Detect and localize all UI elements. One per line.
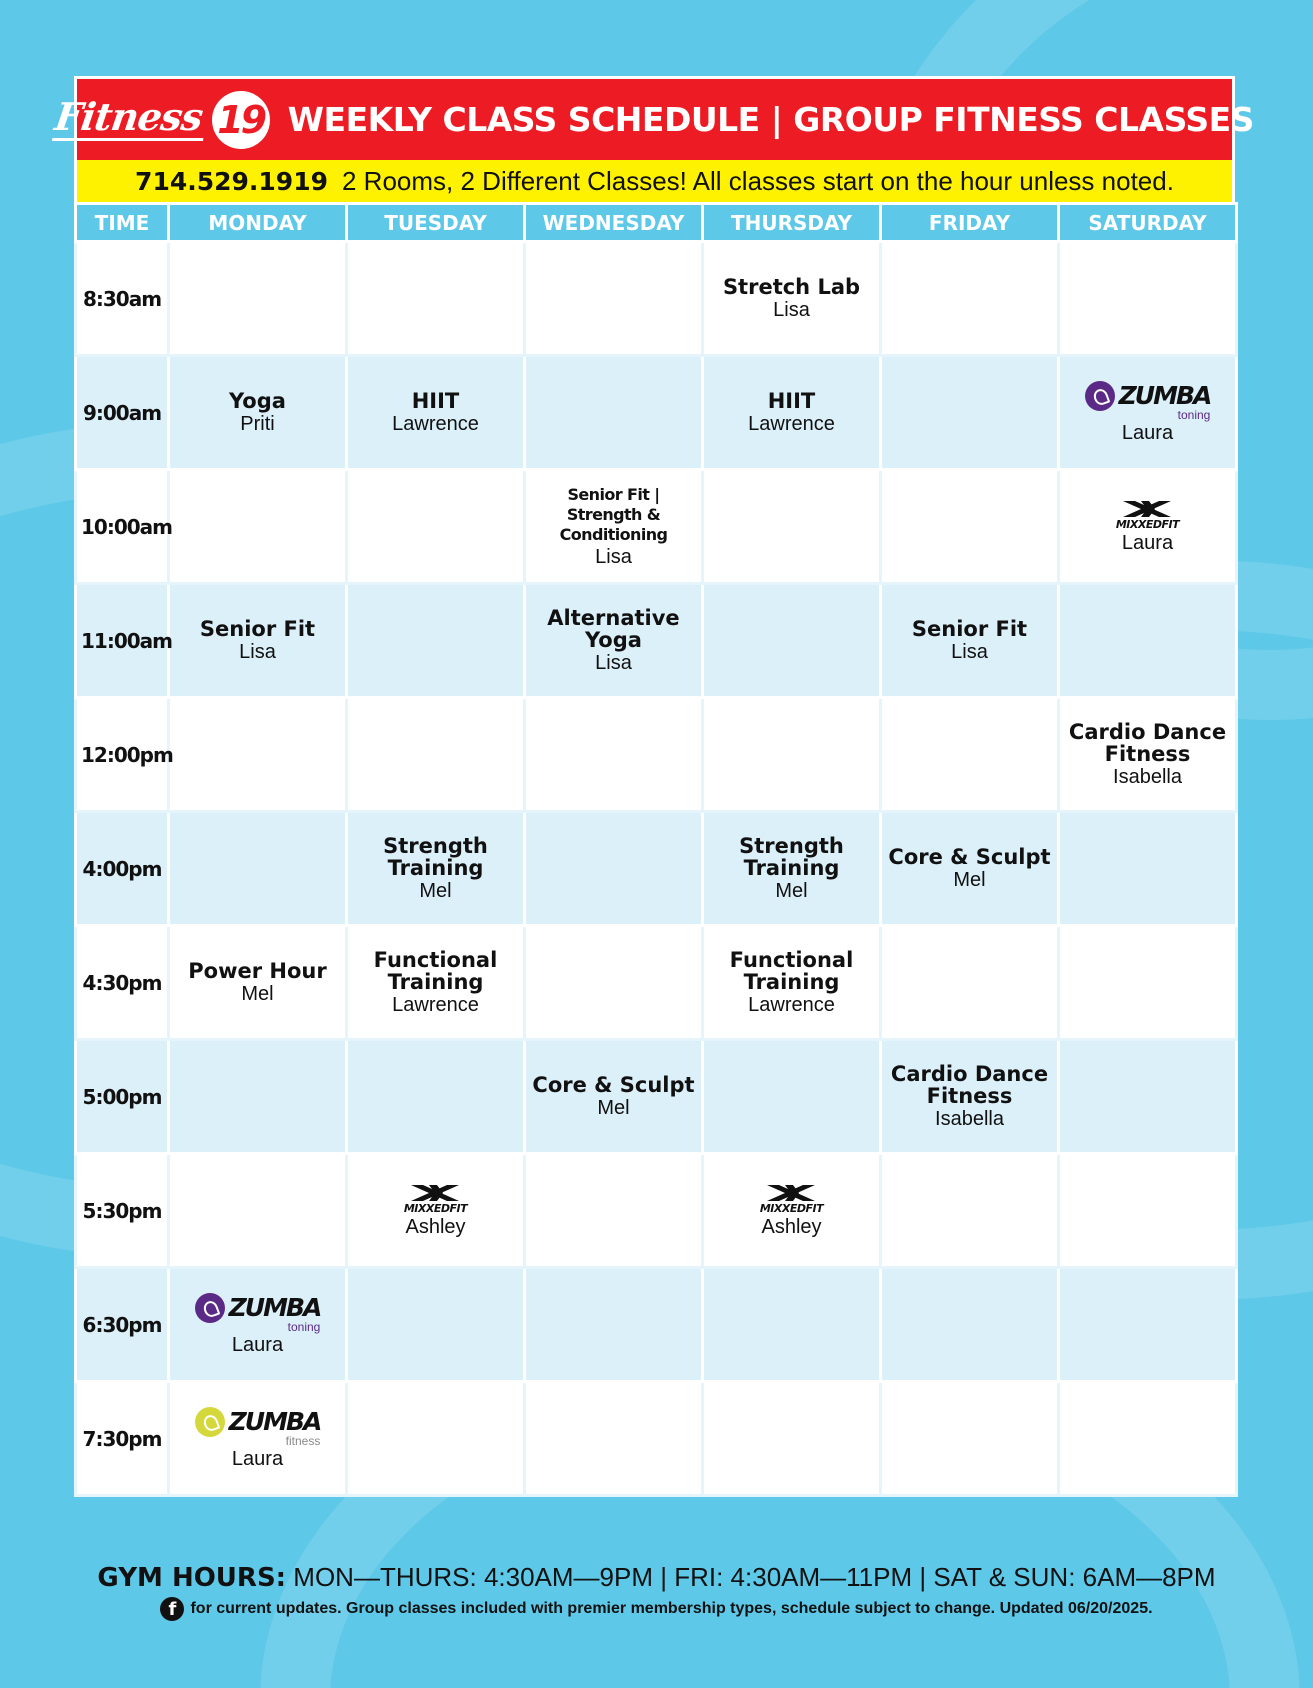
class-cell xyxy=(1059,698,1237,812)
class-cell xyxy=(703,584,881,698)
class-cell xyxy=(347,356,525,470)
class-name: Stretch Lab xyxy=(722,274,861,299)
mixxedfit-wordmark: MIXXEDFIT xyxy=(759,1201,824,1215)
info-bar xyxy=(74,160,1235,202)
instructor-name: Mel xyxy=(953,868,986,891)
zumba-logo xyxy=(195,1293,321,1333)
zumba-subtitle: fitness xyxy=(285,1433,321,1448)
class-cell xyxy=(1059,242,1237,356)
class-cell xyxy=(525,584,703,698)
instructor-name: Lisa xyxy=(595,545,632,568)
class-cell xyxy=(1059,1040,1237,1154)
class-cell xyxy=(881,584,1059,698)
class-cell xyxy=(703,1154,881,1268)
zumba-dancer-icon xyxy=(1085,381,1115,411)
class-cell xyxy=(169,584,347,698)
class-cell xyxy=(1059,584,1237,698)
mixxedfit-logo xyxy=(760,1183,823,1215)
instructor-name: Isabella xyxy=(935,1107,1004,1130)
column-header-tuesday: TUESDAY xyxy=(347,204,525,242)
time-cell: 5:00pm xyxy=(76,1040,169,1154)
class-cell xyxy=(703,242,881,356)
zumba-logo xyxy=(1085,381,1211,421)
class-cell xyxy=(169,1268,347,1382)
table-row xyxy=(76,1268,1237,1382)
class-cell xyxy=(525,698,703,812)
table-row xyxy=(76,584,1237,698)
class-cell xyxy=(881,470,1059,584)
table-row xyxy=(76,1154,1237,1268)
time-cell: 4:00pm xyxy=(76,812,169,926)
zumba-logo-row xyxy=(195,1293,321,1323)
class-cell xyxy=(347,470,525,584)
instructor-name: Lawrence xyxy=(392,993,479,1016)
gym-hours xyxy=(0,1562,1313,1593)
zumba-logo-row xyxy=(1085,381,1211,411)
class-name: HIIT xyxy=(767,388,816,413)
schedule-poster xyxy=(52,76,1254,1497)
class-cell xyxy=(169,356,347,470)
zumba-logo xyxy=(195,1407,321,1447)
class-cell xyxy=(703,812,881,926)
table-row xyxy=(76,470,1237,584)
class-cell xyxy=(525,356,703,470)
footer xyxy=(0,1562,1313,1621)
table-body xyxy=(76,242,1237,1496)
class-cell xyxy=(1059,812,1237,926)
mixxedfit-wordmark: MIXXEDFIT xyxy=(403,1201,468,1215)
class-cell xyxy=(1059,1268,1237,1382)
class-name: Yoga xyxy=(229,388,286,413)
class-cell xyxy=(347,1382,525,1496)
class-cell xyxy=(703,1040,881,1154)
time-cell: 9:00am xyxy=(76,356,169,470)
class-cell xyxy=(525,1382,703,1496)
class-cell xyxy=(169,698,347,812)
mixxedfit-x-icon xyxy=(1121,499,1173,519)
class-cell xyxy=(881,698,1059,812)
zumba-wordmark: ZUMBA xyxy=(1118,381,1211,410)
class-cell xyxy=(703,470,881,584)
class-cell xyxy=(881,1382,1059,1496)
footer-note xyxy=(0,1597,1313,1621)
class-cell xyxy=(703,1268,881,1382)
class-name: Strength Training xyxy=(739,833,844,880)
instructor-name: Priti xyxy=(240,412,275,435)
logo-wordmark: Fitness xyxy=(52,98,209,141)
class-name: Core & Sculpt xyxy=(532,1072,695,1097)
instructor-name: Mel xyxy=(597,1096,630,1119)
class-cell xyxy=(169,812,347,926)
instructor-name: Lawrence xyxy=(748,412,835,435)
table-row xyxy=(76,1040,1237,1154)
table-header-row xyxy=(76,204,1237,242)
gym-hours-label: GYM HOURS: xyxy=(97,1563,287,1593)
class-name: Cardio Dance Fitness xyxy=(1068,719,1227,766)
logo-number: 19 xyxy=(217,97,265,142)
class-cell xyxy=(703,356,881,470)
class-name: Power Hour xyxy=(188,958,327,983)
instructor-name: Mel xyxy=(241,982,274,1005)
zumba-dancer-icon xyxy=(195,1407,225,1437)
class-cell xyxy=(525,926,703,1040)
instructor-name: Mel xyxy=(775,879,808,902)
zumba-dancer-icon xyxy=(195,1293,225,1323)
class-cell xyxy=(881,1154,1059,1268)
schedule-table xyxy=(74,202,1238,1497)
instructor-name: Lisa xyxy=(951,640,988,663)
column-header-friday: FRIDAY xyxy=(881,204,1059,242)
instructor-name: Laura xyxy=(231,1333,284,1356)
instructor-name: Lawrence xyxy=(748,993,835,1016)
gym-hours-text: MON—THURS: 4:30AM—9PM | FRI: 4:30AM—11PM | SAT & SUN: 6AM—8PM xyxy=(293,1562,1216,1592)
class-cell xyxy=(1059,1154,1237,1268)
class-name: Cardio Dance Fitness xyxy=(890,1061,1049,1108)
class-cell xyxy=(1059,1382,1237,1496)
class-cell xyxy=(169,1154,347,1268)
facebook-icon[interactable]: f xyxy=(160,1597,184,1621)
time-cell: 12:00pm xyxy=(76,698,169,812)
zumba-subtitle: toning xyxy=(1177,407,1211,422)
class-name: HIIT xyxy=(411,388,460,413)
class-cell xyxy=(347,926,525,1040)
class-cell xyxy=(703,698,881,812)
class-cell xyxy=(347,1154,525,1268)
class-cell xyxy=(169,1382,347,1496)
class-cell xyxy=(881,356,1059,470)
class-name: Senior Fit xyxy=(911,616,1028,641)
mixxedfit-wordmark: MIXXEDFIT xyxy=(1115,517,1180,531)
class-cell xyxy=(347,242,525,356)
header-bar xyxy=(52,76,1254,160)
column-header-time: TIME xyxy=(76,204,169,242)
instructor-name: Lisa xyxy=(239,640,276,663)
info-message: 2 Rooms, 2 Different Classes! All classes start on the hour unless noted. xyxy=(342,165,1174,196)
instructor-name: Laura xyxy=(1121,421,1174,444)
time-cell: 4:30pm xyxy=(76,926,169,1040)
time-cell: 8:30am xyxy=(76,242,169,356)
mixxedfit-x-icon xyxy=(409,1183,461,1203)
instructor-name: Lisa xyxy=(595,651,632,674)
column-header-thursday: THURSDAY xyxy=(703,204,881,242)
class-cell xyxy=(703,1382,881,1496)
class-cell xyxy=(525,1268,703,1382)
class-cell xyxy=(525,1040,703,1154)
class-cell xyxy=(881,1268,1059,1382)
class-name: Senior Fit | Strength & Conditioning xyxy=(559,484,668,544)
class-cell xyxy=(881,1040,1059,1154)
phone-number[interactable]: 714.529.1919 xyxy=(135,166,328,196)
table-row xyxy=(76,242,1237,356)
table-row xyxy=(76,926,1237,1040)
time-cell: 5:30pm xyxy=(76,1154,169,1268)
class-cell xyxy=(525,242,703,356)
instructor-name: Ashley xyxy=(405,1215,466,1238)
zumba-logo-row xyxy=(195,1407,321,1437)
class-cell xyxy=(169,470,347,584)
table-row xyxy=(76,1382,1237,1496)
class-cell xyxy=(347,1040,525,1154)
logo-number-badge xyxy=(212,91,270,149)
class-cell xyxy=(525,812,703,926)
class-cell xyxy=(881,242,1059,356)
column-header-wednesday: WEDNESDAY xyxy=(525,204,703,242)
time-cell: 7:30pm xyxy=(76,1382,169,1496)
class-cell xyxy=(1059,926,1237,1040)
instructor-name: Lawrence xyxy=(392,412,479,435)
class-name: Functional Training xyxy=(373,947,498,994)
class-cell xyxy=(881,926,1059,1040)
mixxedfit-logo xyxy=(1116,499,1179,531)
class-cell xyxy=(1059,356,1237,470)
column-header-saturday: SATURDAY xyxy=(1059,204,1237,242)
time-cell: 11:00am xyxy=(76,584,169,698)
zumba-wordmark: ZUMBA xyxy=(228,1407,321,1436)
instructor-name: Isabella xyxy=(1113,765,1182,788)
instructor-name: Laura xyxy=(231,1447,284,1470)
column-header-monday: MONDAY xyxy=(169,204,347,242)
class-cell xyxy=(169,926,347,1040)
table-row xyxy=(76,812,1237,926)
table-row xyxy=(76,698,1237,812)
instructor-name: Mel xyxy=(419,879,452,902)
class-cell xyxy=(703,926,881,1040)
class-cell xyxy=(347,698,525,812)
fitness19-logo xyxy=(52,91,270,149)
instructor-name: Laura xyxy=(1121,531,1174,554)
instructor-name: Lisa xyxy=(773,298,810,321)
time-cell: 6:30pm xyxy=(76,1268,169,1382)
class-name: Functional Training xyxy=(729,947,854,994)
zumba-wordmark: ZUMBA xyxy=(228,1293,321,1322)
table-row xyxy=(76,356,1237,470)
page-title: WEEKLY CLASS SCHEDULE | GROUP FITNESS CLASSES xyxy=(287,100,1254,139)
class-cell xyxy=(169,1040,347,1154)
class-cell xyxy=(881,812,1059,926)
class-name: Strength Training xyxy=(383,833,488,880)
class-cell xyxy=(525,470,703,584)
class-cell xyxy=(347,584,525,698)
time-cell: 10:00am xyxy=(76,470,169,584)
footer-note-text: for current updates. Group classes included with premier membership types, schedule subject to change. Updated 06/20/2025. xyxy=(190,1600,1153,1617)
class-cell xyxy=(1059,470,1237,584)
class-cell xyxy=(347,1268,525,1382)
instructor-name: Ashley xyxy=(761,1215,822,1238)
mixxedfit-logo xyxy=(404,1183,467,1215)
class-cell xyxy=(169,242,347,356)
class-cell xyxy=(525,1154,703,1268)
class-name: Senior Fit xyxy=(199,616,316,641)
mixxedfit-x-icon xyxy=(765,1183,817,1203)
class-name: Core & Sculpt xyxy=(888,844,1051,869)
zumba-subtitle: toning xyxy=(287,1319,321,1334)
class-name: Alternative Yoga xyxy=(547,605,680,652)
class-cell xyxy=(347,812,525,926)
